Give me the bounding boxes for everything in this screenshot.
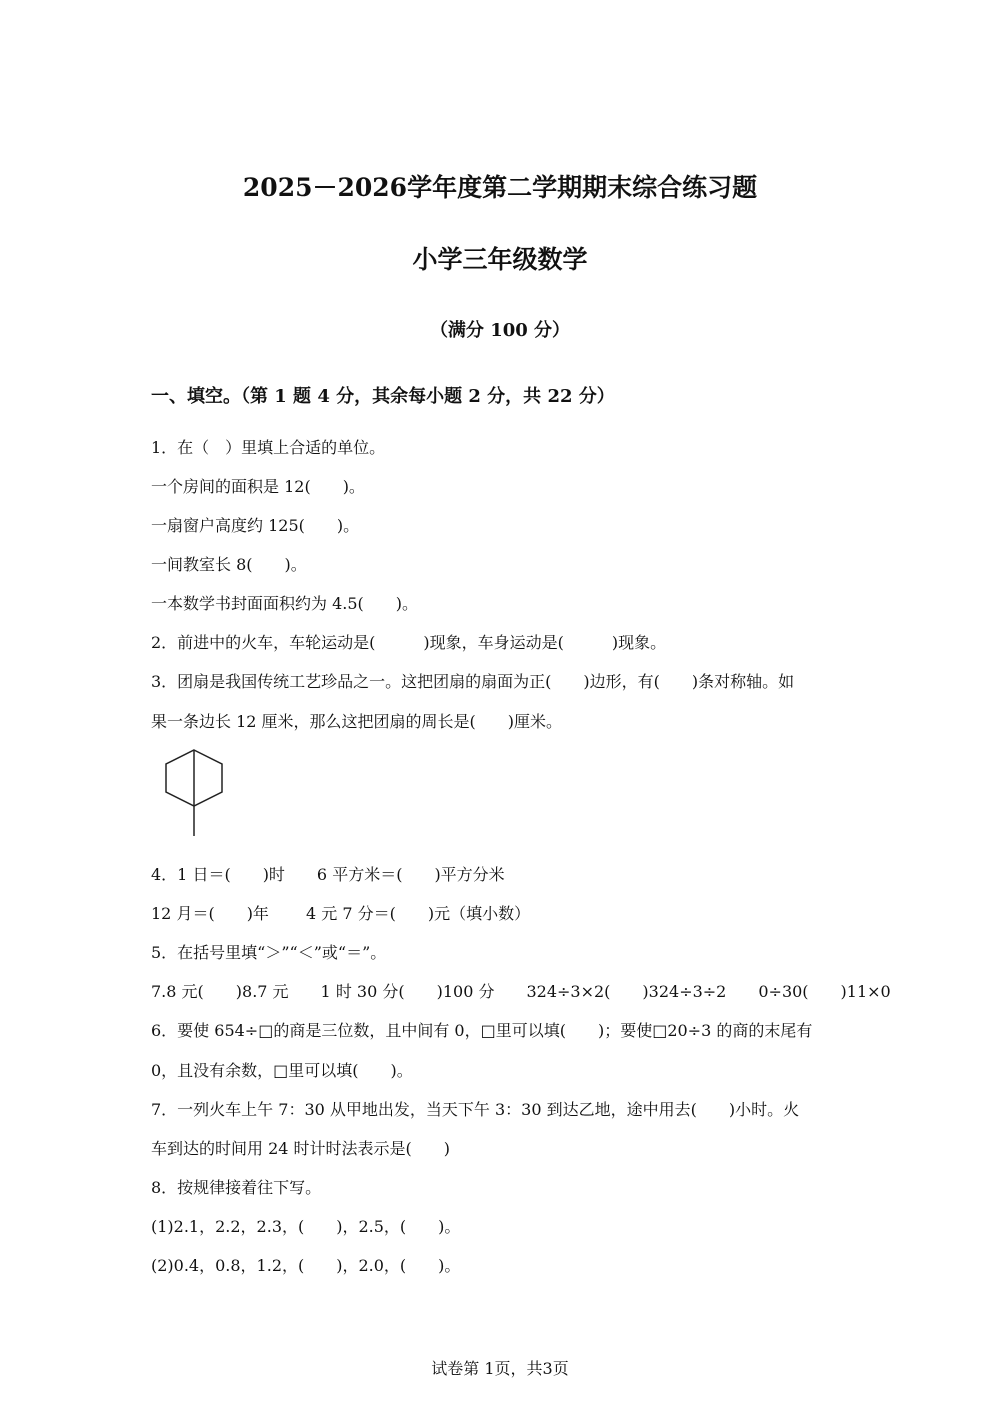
question-line: 0，且没有余数，□里可以填( )。 — [151, 1061, 413, 1080]
question-line: 一本数学书封面面积约为 4.5( )。 — [151, 594, 419, 613]
hexagon-fan-figure — [160, 745, 230, 840]
question-line: 8．按规律接着往下写。 — [151, 1178, 322, 1197]
question-line: 12 月＝( )年 4 元 7 分＝( )元（填小数） — [151, 904, 531, 923]
question-line: 7.8 元( )8.7 元 1 时 30 分( )100 分 324÷3×2( )324÷3÷2 0÷30( )11×0 — [151, 982, 891, 1001]
question-line: 4．1 日＝( )时 6 平方米＝( )平方分米 — [151, 865, 505, 884]
question-line: 一间教室长 8( )。 — [151, 555, 307, 574]
page-footer: 试卷第 1页，共3页 — [431, 1359, 569, 1378]
question-line: 一扇窗户高度约 125( )。 — [151, 516, 360, 535]
question-line: (2)0.4，0.8，1.2，( )，2.0，( )。 — [151, 1256, 461, 1275]
question-line: 车到达的时间用 24 时计时法表示是( ) — [151, 1139, 451, 1158]
question-line: 3．团扇是我国传统工艺珍品之一。这把团扇的扇面为正( )边形，有( )条对称轴。如 — [151, 672, 795, 691]
question-line: (1)2.1，2.2，2.3，( )，2.5，( )。 — [151, 1217, 461, 1236]
question-line: 果一条边长 12 厘米，那么这把团扇的周长是( )厘米。 — [151, 712, 563, 731]
question-line: 一个房间的面积是 12( )。 — [151, 477, 365, 496]
question-line: 6．要使 654÷□的商是三位数，且中间有 0，□里可以填( )；要使□20÷3 的商的末尾有 — [151, 1021, 813, 1040]
question-line: 1．在（ ）里填上合适的单位。 — [151, 438, 386, 457]
question-line: 5．在括号里填“＞”“＜”或“＝”。 — [151, 943, 387, 962]
question-line: 7．一列火车上午 7：30 从甲地出发，当天下午 3：30 到达乙地，途中用去( )小时。火 — [151, 1100, 800, 1119]
exam-title: 2025－2026学年度第二学期期末综合练习题 — [242, 173, 758, 202]
exam-subtitle: 小学三年级数学 — [412, 245, 588, 274]
question-line: 2．前进中的火车，车轮运动是( )现象，车身运动是( )现象。 — [151, 633, 667, 652]
score-note: （满分 100 分） — [429, 320, 571, 341]
section-heading: 一、填空。（第 1 题 4 分，其余每小题 2 分，共 22 分） — [151, 386, 615, 407]
